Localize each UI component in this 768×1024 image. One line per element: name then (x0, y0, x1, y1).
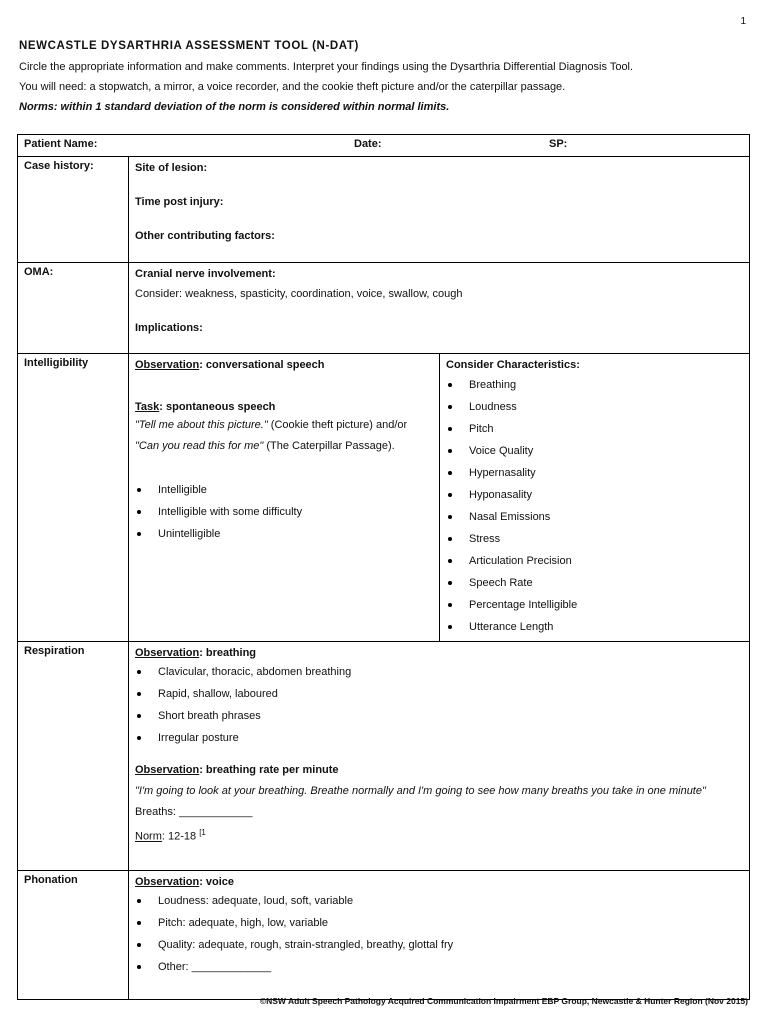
phonation-label: Phonation (18, 871, 129, 1000)
patient-name-field[interactable]: Patient Name: (24, 138, 98, 150)
list-item[interactable]: Other: _____________ (135, 956, 743, 978)
phonation-cell[interactable] (129, 871, 750, 1000)
norm-reference: [1 (199, 828, 206, 837)
list-item[interactable]: Nasal Emissions (446, 506, 743, 528)
prompt-picture-note: (Cookie theft picture) and/or (267, 419, 408, 431)
list-item[interactable]: Rapid, shallow, laboured (135, 683, 743, 705)
norm-value: : 12-18 (161, 830, 197, 843)
assessment-form (17, 134, 750, 1000)
respiration-row (18, 642, 750, 871)
list-item[interactable]: Quality: adequate, rough, strain-strangled, breathy, glottal fry (135, 934, 743, 956)
list-item[interactable]: Hyponasality (446, 484, 743, 506)
task-text: : spontaneous speech (159, 401, 276, 413)
characteristics-cell (440, 354, 750, 642)
list-item[interactable]: Short breath phrases (135, 705, 743, 727)
voice-list (135, 890, 743, 978)
observation-text: : conversational speech (199, 359, 325, 371)
list-item[interactable]: Hypernasality (446, 462, 743, 484)
case-history-label: Case history: (18, 157, 129, 263)
list-item[interactable]: Intelligible with some difficulty (135, 501, 433, 523)
document-title: NEWCASTLE DYSARTHRIA ASSESSMENT TOOL (N-DAT) (19, 40, 359, 52)
site-of-lesion-label: Site of lesion: (135, 162, 208, 174)
breathing-prompt: "I'm going to look at your breathing. Breathe normally and I'm going to see how many breaths you take in one minute" (135, 785, 706, 797)
oma-label: OMA: (18, 263, 129, 354)
case-history-row (18, 157, 750, 263)
respiration-cell[interactable] (129, 642, 750, 871)
observation-label: Observation (135, 876, 200, 888)
list-item[interactable]: Speech Rate (446, 572, 743, 594)
list-item[interactable]: Unintelligible (135, 523, 433, 545)
observation-text: : breathing rate per minute (199, 764, 339, 776)
list-item[interactable]: Irregular posture (135, 727, 743, 749)
observation-label: Observation (135, 359, 200, 371)
list-item[interactable]: Clavicular, thoracic, abdomen breathing (135, 661, 743, 683)
list-item[interactable]: Pitch: adequate, high, low, variable (135, 912, 743, 934)
task-label: Task (135, 401, 160, 413)
intelligibility-observation-cell[interactable] (129, 354, 440, 642)
phonation-row (18, 871, 750, 1000)
oma-row (18, 263, 750, 354)
cranial-nerve-label: Cranial nerve involvement: (135, 268, 276, 280)
list-item[interactable]: Loudness (446, 396, 743, 418)
patient-row (18, 135, 750, 157)
instructions-text: Circle the appropriate information and make comments. Interpret your findings using the Dysarthria Differential Diagnosis Tool. (19, 61, 634, 73)
list-item[interactable]: Utterance Length (446, 616, 743, 638)
case-history-cell[interactable] (129, 157, 750, 263)
norms-text: Norms: within 1 standard deviation of the norm is considered within normal limits. (19, 101, 450, 113)
implications-label: Implications: (135, 322, 203, 334)
list-item[interactable]: Breathing (446, 374, 743, 396)
time-post-injury-label: Time post injury: (135, 196, 224, 208)
breaths-field[interactable]: Breaths: ____________ (135, 806, 253, 818)
materials-text: You will need: a stopwatch, a mirror, a voice recorder, and the cookie theft picture and/or the caterpillar passage. (19, 81, 566, 93)
list-item[interactable]: Pitch (446, 418, 743, 440)
date-field[interactable]: Date: (354, 138, 382, 150)
other-factors-label: Other contributing factors: (135, 230, 275, 242)
observation-text: : voice (199, 876, 235, 888)
prompt-passage-note: (The Caterpillar Passage). (263, 440, 395, 452)
list-item[interactable]: Voice Quality (446, 440, 743, 462)
breathing-list (135, 661, 743, 749)
list-item[interactable]: Loudness: adequate, loud, soft, variable (135, 890, 743, 912)
list-item[interactable]: Stress (446, 528, 743, 550)
list-item[interactable]: Intelligible (135, 479, 433, 501)
copyright-footer: ©NSW Adult Speech Pathology Acquired Communication Impairment EBP Group, Newcastle & Hunter Region (Nov 2015) (259, 996, 748, 1006)
observation-text: : breathing (199, 647, 257, 659)
intelligibility-label: Intelligibility (18, 354, 129, 642)
consider-text: Consider: weakness, spasticity, coordination, voice, swallow, cough (135, 288, 463, 300)
prompt-picture: "Tell me about this picture." (135, 419, 268, 431)
page-number: 1 (740, 16, 746, 27)
observation-label: Observation (135, 764, 200, 776)
characteristics-list (446, 374, 743, 638)
sp-field[interactable]: SP: (549, 138, 568, 150)
respiration-label: Respiration (18, 642, 129, 871)
list-item[interactable]: Articulation Precision (446, 550, 743, 572)
patient-info-cell (18, 135, 750, 157)
intelligibility-options (135, 479, 433, 545)
prompt-passage: "Can you read this for me" (135, 440, 264, 452)
document-header (19, 40, 749, 121)
intelligibility-row (18, 354, 750, 642)
list-item[interactable]: Percentage Intelligible (446, 594, 743, 616)
consider-characteristics-label: Consider Characteristics: (446, 359, 580, 371)
observation-label: Observation (135, 647, 200, 659)
oma-cell[interactable] (129, 263, 750, 354)
norm-label: Norm (135, 830, 162, 843)
